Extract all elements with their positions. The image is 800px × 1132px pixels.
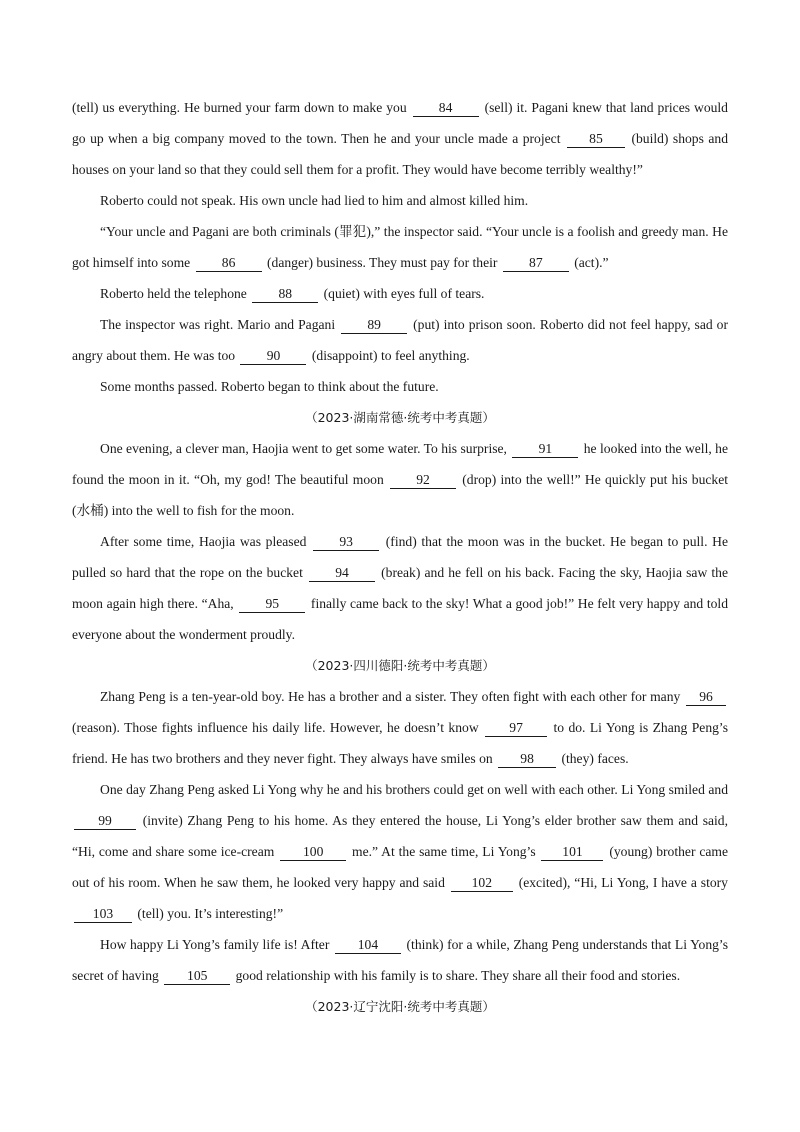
paragraph (72, 216, 728, 278)
text: me.” At the same time, Li Yong’s (348, 844, 540, 859)
answer-blank[interactable]: 94 (309, 565, 375, 582)
paragraph (72, 681, 728, 774)
answer-blank[interactable]: 104 (335, 937, 401, 954)
text: (think) for a while, Zhang Peng understands that Li Yong’s secret of having (72, 937, 728, 983)
text: (disappoint) to feel anything. (308, 348, 470, 363)
answer-blank[interactable]: 99 (74, 813, 136, 830)
source-citation: （2023·湖南常德·统考中考真题） (305, 410, 495, 425)
answer-blank[interactable]: 97 (485, 720, 547, 737)
text: (reason). Those fights influence his daily life. However, he doesn’t know (72, 720, 484, 735)
answer-blank[interactable]: 102 (451, 875, 513, 892)
text: (find) that the moon was in the bucket. He began to pull. He pulled so hard that the rope on the bucket (72, 534, 728, 580)
text: finally came back to the sky! What a good job!” He felt very happy and told everyone about the wonderment proudly. (72, 596, 728, 642)
text: (they) faces. (558, 751, 629, 766)
answer-blank[interactable]: 88 (252, 286, 318, 303)
paragraph (72, 278, 728, 309)
worksheet-page (72, 92, 728, 1022)
text: One day Zhang Peng asked Li Yong why he and his brothers could get on well with each other. Li Yong smiled and (100, 782, 728, 797)
text: How happy Li Yong’s family life is! After (100, 937, 333, 952)
source-citation: （2023·四川德阳·统考中考真题） (305, 658, 495, 673)
text: (tell) you. It’s interesting!” (134, 906, 284, 921)
paragraph: Some months passed. Roberto began to think about the future. (100, 379, 439, 394)
paragraph (72, 92, 728, 185)
answer-blank[interactable]: 98 (498, 751, 556, 768)
text: to do. Li Yong is Zhang Peng’s friend. He has two brothers and they never fight. They always have smiles on (72, 720, 729, 766)
text: (excited), “Hi, Li Yong, I have a story (514, 875, 728, 890)
paragraph: Roberto could not speak. His own uncle had lied to him and almost killed him. (100, 193, 529, 208)
text: The inspector was right. Mario and Pagani (100, 317, 340, 332)
paragraph (72, 929, 728, 991)
paragraph (72, 526, 728, 650)
text: (sell) it. Pagani knew that land prices would go up when a big company moved to the town. Then he and your uncle made a project (72, 100, 728, 146)
answer-blank[interactable]: 96 (686, 689, 726, 706)
answer-blank[interactable]: 84 (413, 100, 479, 117)
answer-blank[interactable]: 95 (239, 596, 305, 613)
text: Zhang Peng is a ten-year-old boy. He has a brother and a sister. They often fight with each other for many (100, 689, 684, 704)
source-citation: （2023·辽宁沈阳·统考中考真题） (305, 999, 495, 1014)
text: (quiet) with eyes full of tears. (320, 286, 485, 301)
text: (tell) us everything. He burned your farm down to make you (72, 100, 411, 115)
answer-blank[interactable]: 89 (341, 317, 407, 334)
text: (danger) business. They must pay for their (263, 255, 501, 270)
answer-blank[interactable]: 100 (280, 844, 346, 861)
text: good relationship with his family is to share. They share all their food and stories. (232, 968, 681, 983)
text: (drop) into the well!” He quickly put his bucket (水桶) into the well to fish for the moon. (72, 472, 729, 518)
paragraph (72, 309, 728, 371)
text: After some time, Haojia was pleased (100, 534, 312, 549)
text: (young) brother came out of his room. When he saw them, he looked very happy and said (72, 844, 728, 890)
answer-blank[interactable]: 105 (164, 968, 230, 985)
text: (put) into prison soon. Roberto did not feel happy, sad or angry about them. He was too (72, 317, 728, 363)
text: (invite) Zhang Peng to his home. As they entered the house, Li Yong’s elder brother saw them and said, “Hi, come and share some ice-cream (72, 813, 728, 859)
answer-blank[interactable]: 87 (503, 255, 569, 272)
text: “Your uncle and Pagani are both criminals (罪犯),” the inspector said. “Your uncle is a foolish and greedy man. He got himself into some (72, 224, 728, 270)
answer-blank[interactable]: 86 (196, 255, 262, 272)
paragraph (72, 774, 728, 929)
answer-blank[interactable]: 92 (390, 472, 456, 489)
answer-blank[interactable]: 101 (541, 844, 603, 861)
answer-blank[interactable]: 90 (240, 348, 306, 365)
answer-blank[interactable]: 85 (567, 131, 625, 148)
text: (build) shops and houses on your land so that they could sell them for a profit. They would have become terribly wealthy!” (72, 131, 729, 177)
answer-blank[interactable]: 103 (74, 906, 132, 923)
answer-blank[interactable]: 91 (512, 441, 578, 458)
paragraph (72, 433, 728, 526)
text: he looked into the well, he found the moon in it. “Oh, my god! The beautiful moon (72, 441, 728, 487)
text: One evening, a clever man, Haojia went to get some water. To his surprise, (100, 441, 511, 456)
text: Roberto held the telephone (100, 286, 251, 301)
text: (act).” (570, 255, 609, 270)
answer-blank[interactable]: 93 (313, 534, 379, 551)
text: (break) and he fell on his back. Facing the sky, Haojia saw the moon again high there. “Aha, (72, 565, 728, 611)
